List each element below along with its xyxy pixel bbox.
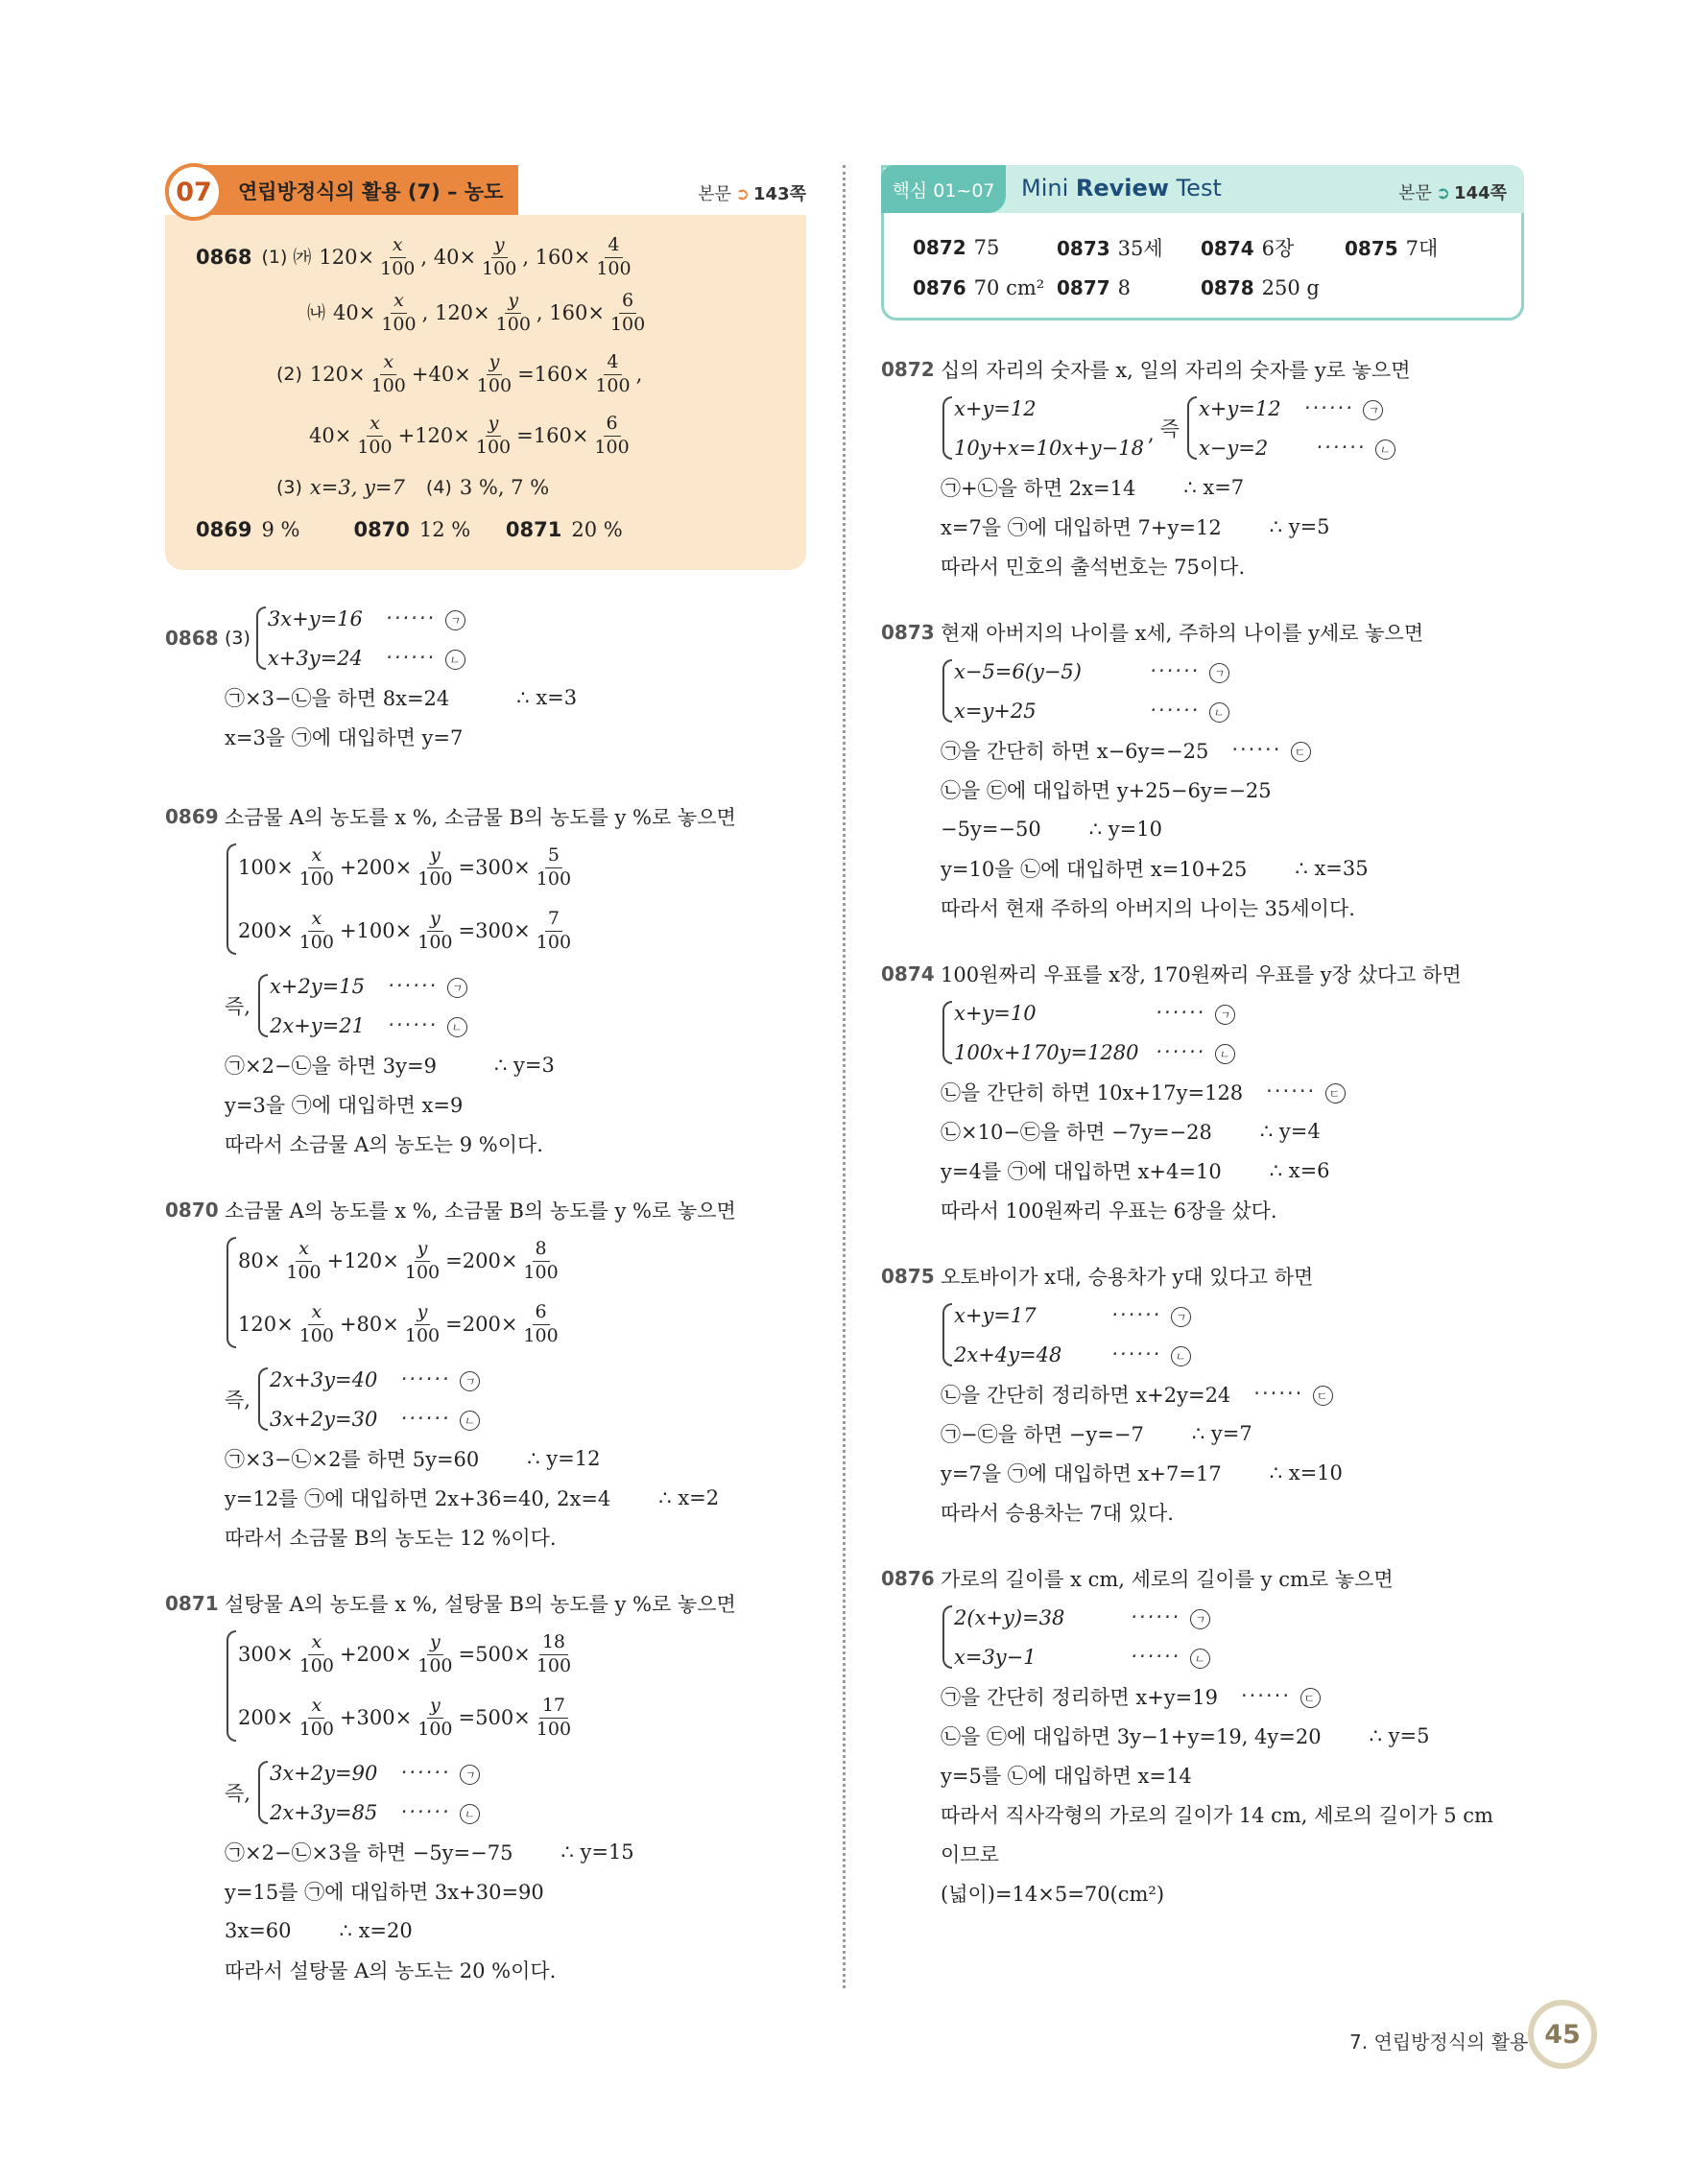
solution-line: y=10을 ㉡에 대입하면 x=10+25 ∴ x=35 [941,856,1369,881]
solution-line: 따라서 소금물 A의 농도는 9 %이다. [225,1132,543,1156]
right-column [881,165,1524,1912]
mini-review-answers [913,227,1512,308]
problem-intro: 소금물 A의 농도를 x %, 소금물 B의 농도를 y %로 놓으면 [225,805,736,829]
answer-text: 20 % [571,517,623,541]
mini-review-tag: 핵심 01~07 [881,165,1006,213]
solution-line: 따라서 소금물 B의 농도는 12 %이다. [225,1526,557,1550]
problem-number: 0874 [881,961,935,985]
left-column [165,165,806,1989]
equation: 3x+2y=30 [269,1407,378,1431]
equation: 2(x+y)=38 [954,1605,1065,1629]
math-expression: 120× $\frac{x}{100}$ , 40× $\frac{y}{100}$ , 160× $\frac{4}{100}$ [319,233,632,279]
equation-system: 2(x+y)=38 ······ ㄱ x=3y−1 ······ ㄴ [941,1598,1524,1676]
solution-line: ㉠×2−㉡×3을 하면 −5y=−75 ∴ y=15 [225,1840,634,1864]
arrow-right-icon: ➲ [734,184,751,204]
part-label: (2) [276,363,302,385]
answer-text: 12 % [418,517,471,541]
math-expression: 40× $\frac{x}{100}$ , 120× $\frac{y}{100}$ , 160× $\frac{6}{100}$ [333,289,646,335]
problem-intro: 오토바이가 x대, 승용차가 y대 있다고 하면 [941,1265,1314,1289]
solution-line: ㉡을 ㉢에 대입하면 3y−1+y=19, 4y=20 ∴ y=5 [941,1723,1430,1748]
ref-page: 143쪽 [753,184,806,204]
problem-number: 0873 [881,620,935,644]
equation: x+3y=24 [267,646,363,670]
column-divider [843,165,846,1988]
solution-line: 따라서 100원짜리 우표는 6장을 샀다. [941,1199,1277,1223]
equation-system: 2x+3y=40 ······ ㄱ 3x+2y=30 ······ ㄴ [256,1360,481,1438]
solution-line: y=4를 ㉠에 대입하면 x+4=10 ∴ x=6 [941,1158,1330,1183]
answer-item: 0876 70 cm² [913,276,1045,299]
solution-line: x=7을 ㉠에 대입하면 7+y=12 ∴ y=5 [941,514,1330,539]
mini-review-header [881,165,1524,213]
answer-text: 9 % [261,517,300,541]
problem-intro: 가로의 길이를 x cm, 세로의 길이를 y cm로 놓으면 [941,1567,1394,1591]
solution-line: x=3을 ㉠에 대입하면 y=7 [225,725,464,749]
part-label: (3) [225,628,250,649]
answer-item: 0872 75 [913,236,1000,259]
page-number: 45 [1528,2000,1597,2069]
part-label: (1) ㈎ [261,246,312,268]
equation: 300× $\frac{x}{100}$ +200× $\frac{y}{100}$ =500× $\frac{18}{100}$ [238,1630,572,1676]
equation: 2x+3y=40 [269,1367,378,1391]
equation: 3x+y=16 [267,606,363,630]
equation-system: x+y=12 ······ ㄱ x−y=2 ······ ㄴ [1185,389,1396,467]
equation: 200× $\frac{x}{100}$ +100× $\frac{y}{100}$ =300× $\frac{7}{100}$ [238,907,572,953]
equation-system [941,389,1144,467]
equation: x−y=2 [1198,436,1269,460]
answer-item: 0874 6장 [1201,237,1295,260]
math-expression: 120× $\frac{x}{100}$ +40× $\frac{y}{100}$ =160× $\frac{4}{100}$ , [309,350,643,396]
chapter-footer: 7. 연립방정식의 활용 [1349,2030,1529,2053]
label-jeuk: 즉 [1159,417,1180,440]
equation: x=y+25 [954,699,1037,723]
equation-system [225,1623,806,1749]
solution-line: ㉠×2−㉡을 하면 3y=9 ∴ y=3 [225,1053,555,1078]
solution-line: 3x=60 ∴ x=20 [225,1918,413,1942]
solution-line: y=3을 ㉠에 대입하면 x=9 [225,1093,464,1117]
equation: x+2y=15 [269,974,365,998]
solution-line: ㉡을 간단히 정리하면 x+2y=24 ······ ㄷ [941,1374,1524,1413]
equation-system: x−5=6(y−5) ······ ㄱ x=y+25 ······ ㄴ [941,652,1524,730]
problem-intro: 십의 자리의 숫자를 x, 일의 자리의 숫자를 y로 놓으면 [941,358,1411,382]
answer-box [165,215,806,570]
section-number: 07 [165,163,223,221]
solution-line: ㉠×3−㉡×2를 하면 5y=60 ∴ y=12 [225,1446,601,1471]
solution-line: y=15를 ㉠에 대입하면 3x+30=90 [225,1880,544,1904]
equation: x+y=12 [1198,396,1281,420]
solution-line: ㉠×3−㉡을 하면 8x=24 ∴ x=3 [225,685,578,710]
solution-line: 따라서 직사각형의 가로의 길이가 14 cm, 세로의 길이가 5 cm [941,1803,1493,1827]
answer-item: 0873 35세 [1057,237,1163,260]
equation: 120× $\frac{x}{100}$ +80× $\frac{y}{100}$ =200× $\frac{6}{100}$ [238,1300,559,1346]
equation-system: 3x+y=16 ······ ㄱ x+3y=24 ······ ㄴ [254,599,466,677]
equation: x+y=12 [954,396,1037,420]
mini-review-box [881,165,1524,320]
answer-item: 0877 8 [1057,276,1132,299]
part-label: ㈏ [307,301,326,323]
solution-0870 [165,1190,806,1556]
solution-line: (넓이)=14×5=70(cm²) [941,1882,1165,1906]
equation: 10y+x=10x+y−18 [954,436,1144,460]
equation: 3x+2y=90 [269,1761,378,1785]
answer-item: 0875 7대 [1345,237,1439,260]
answer-number: 0869 [196,517,252,541]
label-jeuk: 즉, [225,1782,250,1805]
solution-0872: 0872 십의 자리의 숫자를 x, 일의 자리의 숫자를 y로 놓으면 x+y=12 10y+x=10x+y−18 , 즉 x+y=12 ······ ㄱ x−y=2 ······ ㄴ ㉠+㉡을 하면 2x=14 ∴ x=7 x=7을 ㉠에 대입하면 7+y=12 ∴ y=5 따라서 민호의 출석번호는 75이다. [881,349,1524,585]
equation: 2x+3y=85 [269,1800,378,1824]
answer-number: 0868 [196,245,252,269]
solution-line: 이므로 [941,1842,999,1866]
answer-row-0869-0871 [196,509,785,551]
solution-line: y=7을 ㉠에 대입하면 x+7=17 ∴ x=10 [941,1460,1343,1485]
math-expression: 40× $\frac{x}{100}$ +120× $\frac{y}{100}$ =160× $\frac{6}{100}$ [309,412,630,458]
problem-intro: 설탕물 A의 농도를 x %, 설탕물 B의 농도를 y %로 놓으면 [225,1592,736,1616]
problem-number: 0870 [165,1198,219,1222]
problem-number: 0871 [165,1591,219,1615]
answer-0868-line4 [196,405,785,466]
solution-line: ㉡을 간단히 하면 10x+17y=128 ······ ㄷ [941,1072,1524,1111]
equation: 200× $\frac{x}{100}$ +300× $\frac{y}{100}$ =500× $\frac{17}{100}$ [238,1694,572,1740]
equation-system: x+2y=15 ······ ㄱ 2x+y=21 ······ ㄴ [256,966,468,1045]
equation-system: x+y=10 ······ ㄱ 100x+170y=1280 ······ ㄴ [941,993,1524,1072]
solution-line: 따라서 승용차는 7대 있다. [941,1501,1174,1525]
answer-0868-line2 [196,282,785,344]
solution-line: ㉠을 간단히 정리하면 x+y=19 ······ ㄷ [941,1676,1524,1716]
equation: x=3y−1 [954,1645,1037,1669]
mini-review-title: Mini Review Test [1021,175,1222,202]
equation: x+y=17 [954,1303,1037,1327]
problem-intro: 현재 아버지의 나이를 x세, 주하의 나이를 y세로 놓으면 [941,621,1424,645]
problem-intro: 소금물 A의 농도를 x %, 소금물 B의 농도를 y %로 놓으면 [225,1199,736,1223]
problem-number: 0875 [881,1264,935,1288]
solution-line: −5y=−50 ∴ y=10 [941,817,1162,841]
solution-0875 [881,1256,1524,1531]
solution-line: ㉠+㉡을 하면 2x=14 ∴ x=7 [941,475,1245,500]
problem-number: 0869 [165,804,219,828]
page-reference [698,180,806,205]
part-label: (4) [425,476,452,498]
answer-0868-line5 [196,466,785,509]
equation: 2x+y=21 [269,1013,365,1037]
equation-system: x+y=17 ······ ㄱ 2x+4y=48 ······ ㄴ [941,1295,1524,1374]
equation: 80× $\frac{x}{100}$ +120× $\frac{y}{100}$ =200× $\frac{8}{100}$ [238,1237,559,1283]
problem-intro: 100원짜리 우표를 x장, 170원짜리 우표를 y장 샀다고 하면 [941,962,1462,986]
answer-item: 0878 250 g [1201,276,1320,299]
solution-line: y=5를 ㉡에 대입하면 x=14 [941,1764,1192,1788]
problem-number: 0872 [881,357,935,381]
solution-line: ㉡×10−㉢을 하면 −7y=−28 ∴ y=4 [941,1119,1321,1144]
equation-system [225,836,806,962]
equation: x+y=10 [954,1001,1037,1025]
solution-0871 [165,1583,806,1989]
solution-line: y=12를 ㉠에 대입하면 2x+36=40, 2x=4 ∴ x=2 [225,1485,720,1510]
part-label: (3) [276,476,302,498]
equation: 100× $\frac{x}{100}$ +200× $\frac{y}{100}$ =300× $\frac{5}{100}$ [238,843,572,890]
equation: 2x+4y=48 [954,1342,1062,1366]
answer-number: 0871 [505,517,562,541]
page-reference: 본문 ➲ 144쪽 [1398,183,1507,203]
answer-text: 3 %, 7 % [459,475,550,499]
label-jeuk: 즉, [225,995,250,1018]
problem-number: 0868 [165,627,219,650]
equation-system: 3x+2y=90 ······ ㄱ 2x+3y=85 ······ ㄴ [256,1753,481,1832]
solution-line: ㉠을 간단히 하면 x−6y=−25 ······ ㄷ [941,730,1524,770]
arrow-right-icon: ➲ [1435,183,1451,203]
solution-0873 [881,612,1524,927]
answer-0868-line1 [196,232,785,282]
section-header [165,165,806,219]
solution-0876 [881,1558,1524,1912]
label-jeuk: 즉, [225,1389,250,1412]
solution-line: 따라서 현재 주하의 아버지의 나이는 35세이다. [941,896,1355,920]
solution-0874 [881,954,1524,1229]
solution-line: 따라서 민호의 출석번호는 75이다. [941,555,1246,579]
section-title: 연립방정식의 활용 (7) – 농도 [238,180,504,203]
solution-line: 따라서 설탕물 A의 농도는 20 %이다. [225,1958,557,1982]
equation: x−5=6(y−5) [954,659,1082,683]
solution-0868 [165,599,806,756]
solution-line: ㉠−㉢을 하면 −y=−7 ∴ y=7 [941,1421,1252,1446]
problem-number: 0876 [881,1566,935,1590]
equation-system [225,1229,806,1356]
solution-line: ㉡을 ㉢에 대입하면 y+25−6y=−25 [941,778,1272,802]
ref-prefix: 본문 [698,184,731,204]
answer-text: x=3, y=7 [309,475,405,499]
answer-0868-line3 [196,344,785,405]
solution-0869 [165,796,806,1163]
equation: 100x+170y=1280 [954,1040,1139,1064]
answer-number: 0870 [353,517,410,541]
